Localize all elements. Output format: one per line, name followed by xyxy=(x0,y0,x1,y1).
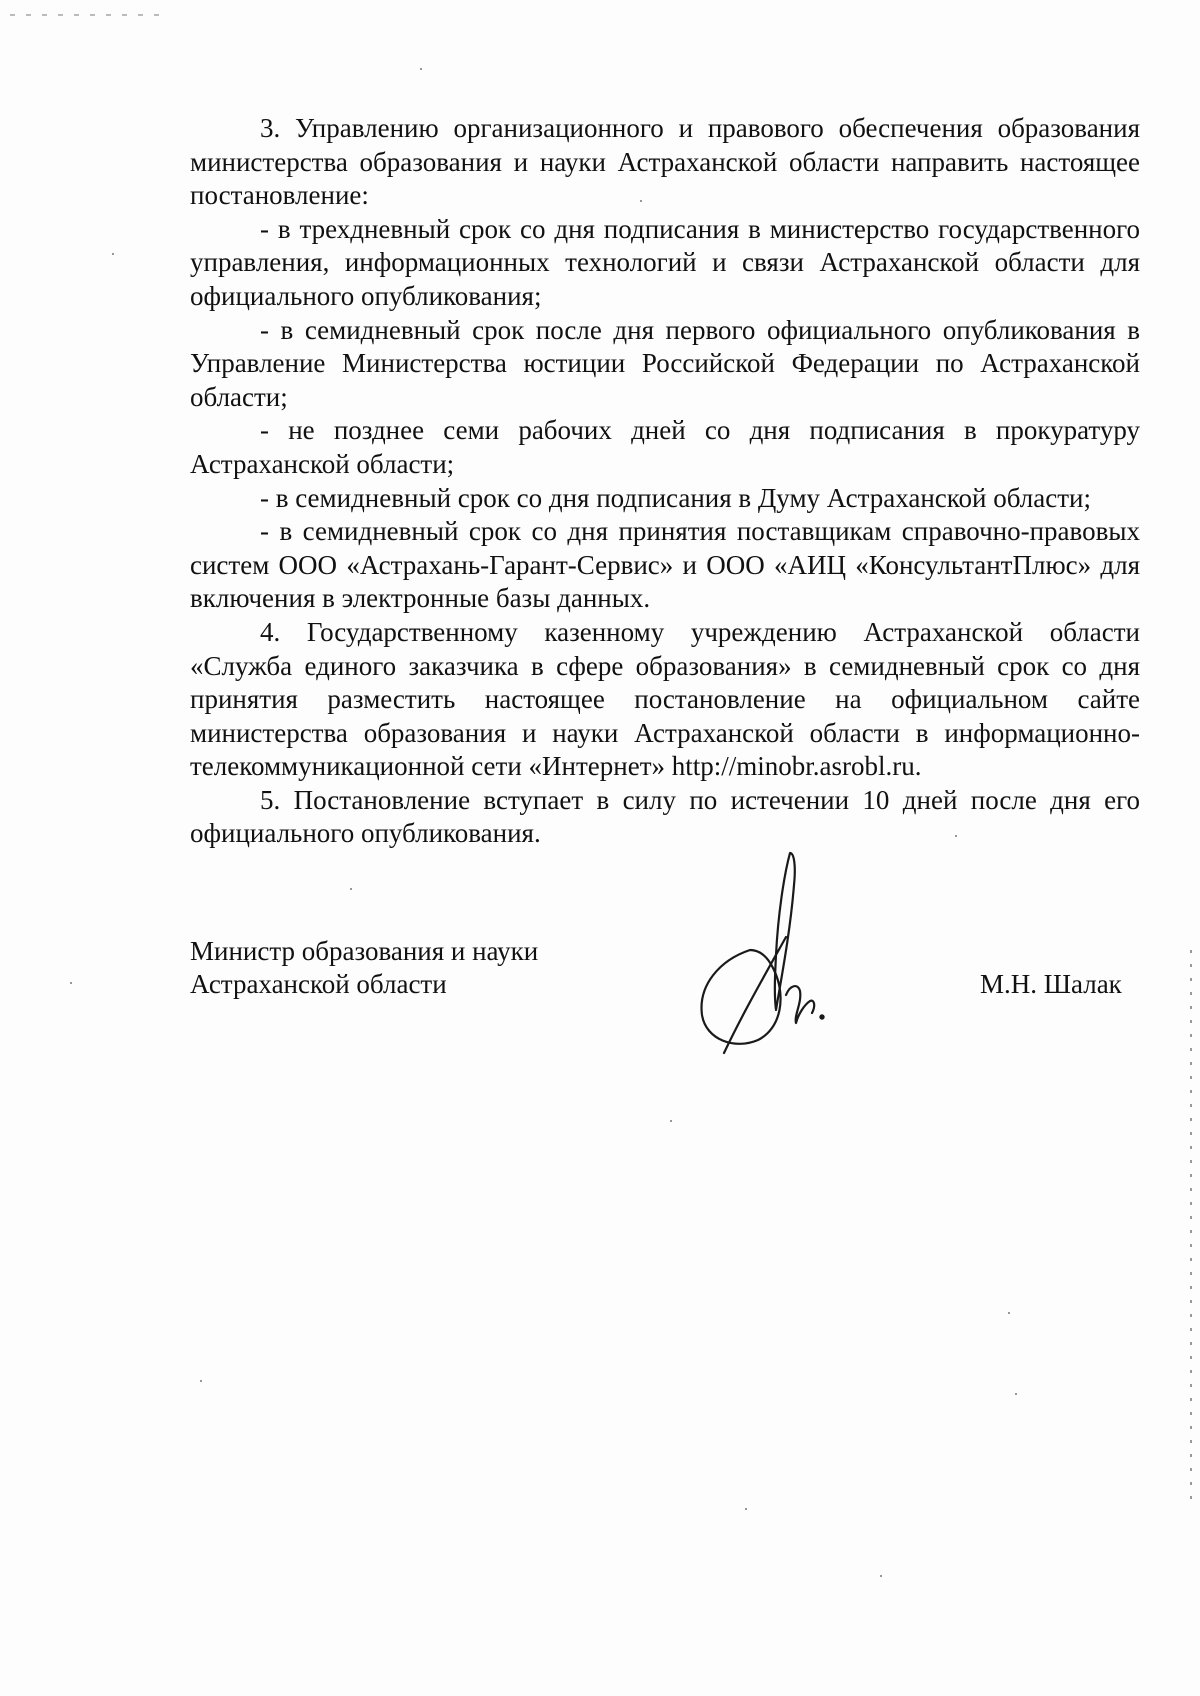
handwritten-signature xyxy=(690,845,860,1065)
paragraph-subitem-3-1: - в трехдневный срок со дня подписания в министерство государственного управления, информационных технологий и связи Астраханской области для официального опубликования; xyxy=(190,213,1140,311)
paragraph-subitem-3-3: - не позднее семи рабочих дней со дня подписания в прокуратуру Астраханской области; xyxy=(190,415,1140,479)
paragraph-item-5: 5. Постановление вступает в силу по истечении 10 дней после дня его официального опубликования. xyxy=(190,784,1140,849)
scan-artifact xyxy=(1190,950,1192,1510)
scan-speck xyxy=(70,982,72,984)
scan-speck xyxy=(350,888,352,890)
scan-artifact xyxy=(10,14,170,16)
scan-speck xyxy=(880,1575,882,1577)
document-body xyxy=(190,112,1140,851)
scan-speck xyxy=(1015,1393,1017,1395)
scan-speck xyxy=(200,1380,202,1382)
paragraph-item-4: 4. Государственному казенному учреждению Астраханской области «Служба единого заказчика в сфере образования» в семидневный срок со дня принятия разместить настоящее постановление на официальном сайте министерства образования и науки Астраханской области в информационно-телекоммуникационной сети «Интернет» http://minobr.asrobl.ru. xyxy=(190,616,1140,782)
scan-speck xyxy=(640,200,642,202)
signatory-name: М.Н. Шалак xyxy=(980,969,1122,999)
signatory-title-line-2: Астраханской области xyxy=(190,969,447,999)
paragraph-subitem-3-5: - в семидневный срок со дня принятия поставщикам справочно-правовых систем ООО «Астрахань-Гарант-Сервис» и ООО «АИЦ «КонсультантПлюс» для включения в электронные базы данных. xyxy=(190,516,1140,614)
paragraph-item-3: 3. Управлению организационного и правового обеспечения образования министерства образования и науки Астраханской области направить настоящее постановление: xyxy=(190,113,1140,211)
paragraph-subitem-3-2: - в семидневный срок после дня первого официального опубликования в Управление Министерства юстиции Российской Федерации по Астраханской области; xyxy=(190,314,1140,412)
scan-speck xyxy=(112,253,114,255)
signature-block xyxy=(190,935,1140,1001)
paragraph-subitem-3-4: - в семидневный срок со дня подписания в Думу Астраханской области; xyxy=(260,482,1091,513)
signatory-title-line-1: Министр образования и науки xyxy=(190,936,539,966)
scan-speck xyxy=(420,68,422,70)
scan-speck xyxy=(1008,1312,1010,1314)
scan-speck xyxy=(955,835,957,837)
scan-speck xyxy=(745,1508,747,1510)
scan-speck xyxy=(670,1120,672,1122)
